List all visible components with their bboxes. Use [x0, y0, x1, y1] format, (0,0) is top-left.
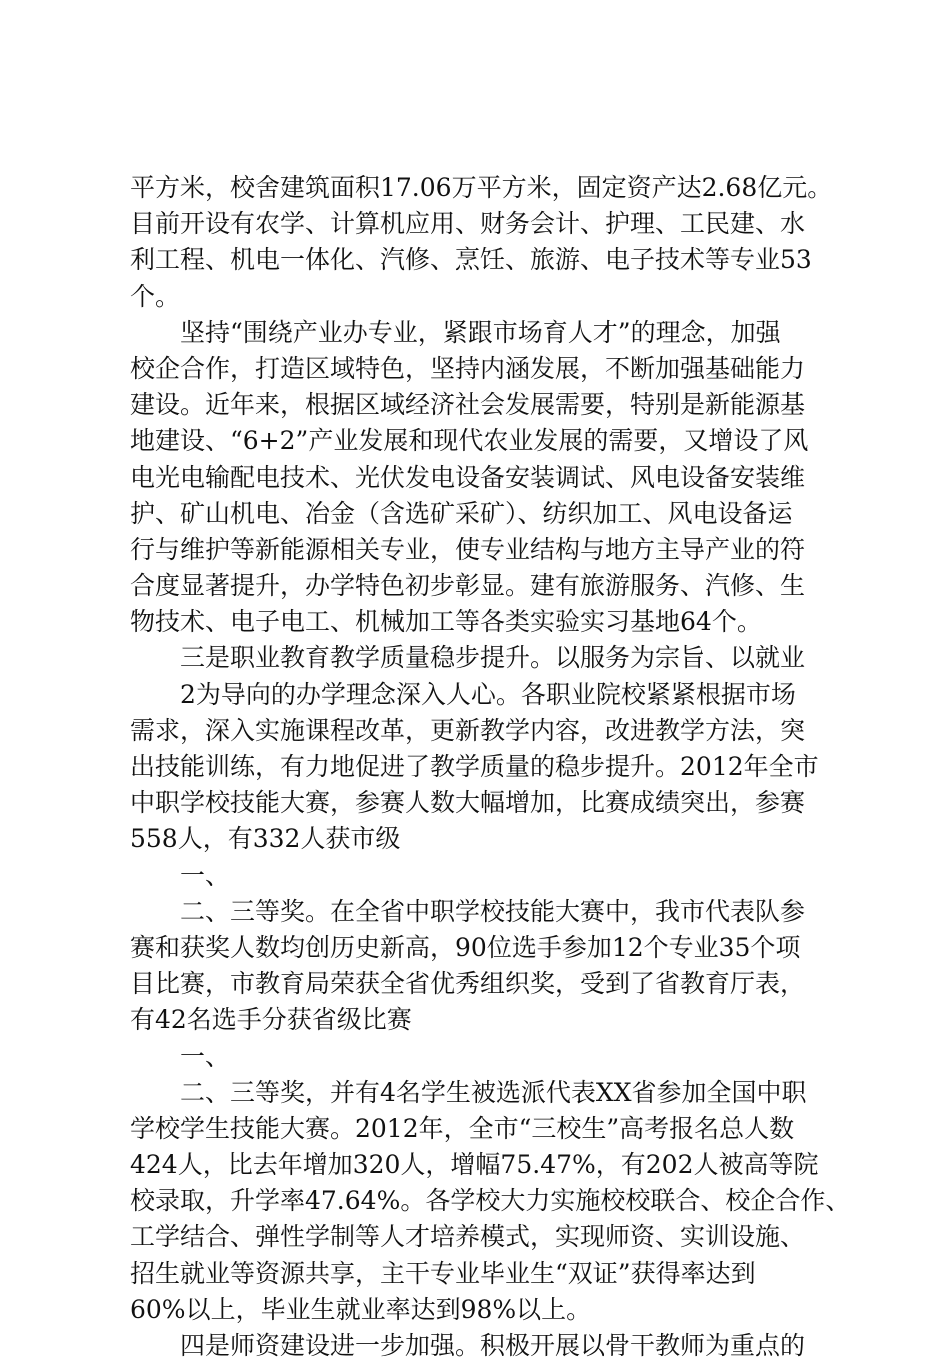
text-line: 个。	[130, 281, 181, 311]
text-line: 60%以上，毕业生就业率达到98%以上。	[130, 1294, 592, 1324]
text-line: 电光电输配电技术、光伏发电设备安装调试、风电设备安装维	[130, 462, 806, 492]
text-line: 坚持“围绕产业办专业，紧跟市场育人才”的理念，加强	[180, 317, 781, 347]
text-line: 工学结合、弹性学制等人才培养模式，实现师资、实训设施、	[130, 1222, 806, 1252]
text-line: 中职学校技能大赛，参赛人数大幅增加，比赛成绩突出，参赛	[130, 788, 806, 818]
text-line: 物技术、电子电工、机械加工等各类实验实习基地64个。	[130, 607, 762, 637]
text-line: 有42名选手分获省级比赛	[130, 1005, 412, 1035]
text-line: 利工程、机电一体化、汽修、烹饪、旅游、电子技术等专业53	[130, 245, 812, 275]
text-line: 校企合作，打造区域特色，坚持内涵发展，不断加强基础能力	[130, 353, 806, 383]
text-line: 平方米，校舍建筑面积17.06万平方米，固定资产达2.68亿元。	[130, 173, 833, 202]
text-line: 目前开设有农学、计算机应用、财务会计、护理、工民建、水	[130, 209, 806, 239]
text-line: 建设。近年来，根据区域经济社会发展需要，特别是新能源基	[130, 390, 806, 420]
text-line: 558人，有332人获市级	[130, 824, 401, 854]
text-line: 目比赛，市教育局荣获全省优秀组织奖，受到了省教育厅表，	[130, 969, 806, 999]
text-line: 二、三等奖，并有4名学生被选派代表XX省参加全国中职	[180, 1077, 807, 1107]
text-line: 二、三等奖。在全省中职学校技能大赛中，我市代表队参	[180, 896, 806, 926]
text-line: 出技能训练，有力地促进了教学质量的稳步提升。2012年全市	[130, 752, 819, 781]
text-line: 招生就业等资源共享，主干专业毕业生“双证”获得率达到	[130, 1258, 756, 1288]
text-line: 地建设、“6+2”产业发展和现代农业发展的需要，又增设了风	[130, 426, 809, 456]
text-line: 行与维护等新能源相关专业，使专业结构与地方主导产业的符	[130, 534, 806, 564]
text-line: 2为导向的办学理念深入人心。各职业院校紧紧根据市场	[180, 679, 796, 709]
text-line: 一、	[180, 1041, 231, 1071]
text-line: 424人，比去年增加320人，增幅75.47%，有202人被高等院	[130, 1150, 819, 1180]
text-line: 护、矿山机电、冶金（含选矿采矿）、纺织加工、风电设备运	[130, 498, 793, 528]
text-line: 校录取，升学率47.64%。各学校大力实施校校联合、校企合作、	[130, 1186, 851, 1216]
text-line: 赛和获奖人数均创历史新高，90位选手参加12个专业35个项	[130, 932, 801, 962]
text-line: 学校学生技能大赛。2012年，全市“三校生”高考报名总人数	[130, 1113, 795, 1143]
text-line: 需求，深入实施课程改革，更新教学内容，改进教学方法，突	[130, 715, 806, 745]
text-line: 四是师资建设进一步加强。积极开展以骨干教师为重点的	[180, 1331, 806, 1360]
text-line: 三是职业教育教学质量稳步提升。以服务为宗旨、以就业	[180, 643, 806, 673]
body-text	[130, 170, 850, 1364]
text-line: 合度显著提升，办学特色初步彰显。建有旅游服务、汽修、生	[130, 571, 806, 601]
text-line: 一、	[180, 860, 231, 890]
